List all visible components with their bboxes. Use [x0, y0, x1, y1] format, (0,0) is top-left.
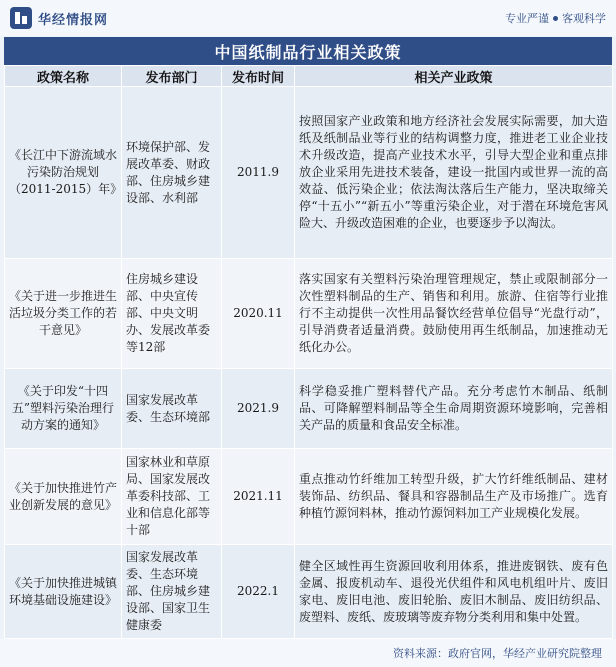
policy-name-cell: 《长江中下游流域水污染防治规划（2011-2015）年》: [5, 87, 122, 259]
policy-name-cell: 《关于进一步推进生活垃圾分类工作的若干意见》: [5, 259, 122, 369]
slogan: [505, 10, 606, 26]
description-cell: 按照国家产业政策和地方经济社会发展实际需要，加大造纸及纸制品业等行业的结构调整力度，推进老工业企业技术升级改造，提高产业技术水平，引导大型企业和重点排放企业采用先进技术装备，建设一批国内或世界一流的高效益、低污染企业；依法淘汰落后生产能力，坚决取缔关停“十五小”“新五小”等重污染企业，对于潜在环境危害风险大、升级改造困难的企业，也要逐步予以淘汰。: [295, 87, 613, 259]
description-cell: 健全区域性再生资源回收利用体系，推进废钢铁、废有色金属、报废机动车、退役光伏组件和风电机组叶片、废旧家电、废旧电池、废旧轮胎、废旧木制品、废旧纺织品、废塑料、废纸、废玻璃等废弃物分类利用和集中处置。: [295, 545, 613, 639]
date-cell: 2020.11: [222, 259, 295, 369]
department-cell: 国家发展改革委、生态环境部: [122, 369, 222, 449]
date-cell: 2022.1: [222, 545, 295, 639]
date-cell: 2021.11: [222, 449, 295, 545]
table-row: [5, 259, 613, 369]
department-cell: 环境保护部、发展改革委、财政部、住房城乡建设部、水利部: [122, 87, 222, 259]
slogan-left: 专业严谨: [505, 12, 549, 25]
table-row: [5, 449, 613, 545]
column-header-related-policy: 相关产业政策: [295, 66, 613, 87]
policy-name-cell: 《关于印发“十四五”塑料污染治理行动方案的通知》: [5, 369, 122, 449]
department-cell: 国家发展改革委、生态环境部、住房城乡建设部、国家卫生健康委: [122, 545, 222, 639]
date-cell: 2021.9: [222, 369, 295, 449]
description-cell: 科学稳妥推广塑料替代产品。充分考虑竹木制品、纸制品、可降解塑料制品等全生命周期资源环境影响，完善相关产品的质量和食品安全标准。: [295, 369, 613, 449]
description-cell: 重点推动竹纤维加工转型升级，扩大竹纤维纸制品、建材装饰品、纺织品、餐具和容器制品生产及市场推广。选育种植竹源饲料林，推动竹源饲料加工产业规模化发展。: [295, 449, 613, 545]
slogan-right: 客观科学: [562, 12, 606, 25]
column-header-date: 发布时间: [222, 66, 295, 87]
brand-name: 华经情报网: [38, 12, 109, 28]
table-row: [5, 369, 613, 449]
policy-table: [4, 65, 613, 639]
column-header-department: 发布部门: [122, 66, 222, 87]
department-cell: 国家林业和草原局、国家发展改革委科技部、工业和信息化部等十部: [122, 449, 222, 545]
policy-name-cell: 《关于加快推进城镇环境基础设施建设》: [5, 545, 122, 639]
brand: [10, 7, 108, 29]
brand-logo-icon: [10, 7, 32, 29]
source-text: 资料来源：政府官网，华经产业研究院整理: [393, 647, 602, 660]
table-header-row: [5, 66, 613, 87]
top-bar: [0, 0, 616, 36]
date-cell: 2011.9: [222, 87, 295, 259]
source-footer: [0, 639, 616, 667]
department-cell: 住房城乡建设部、中央宣传部、中央文明办、发展改革委等12部: [122, 259, 222, 369]
description-cell: 落实国家有关塑料污染治理管理规定，禁止或限制部分一次性塑料制品的生产、销售和利用。旅游、住宿等行业推行不主动提供一次性用品餐饮经营单位倡导“光盘行动”，引导消费者适量消费。鼓励使用再生纸制品，加速推动无纸化办公。: [295, 259, 613, 369]
column-header-policy-name: 政策名称: [5, 66, 122, 87]
bullet-dot-icon: [553, 16, 558, 21]
table-row: [5, 87, 613, 259]
table-row: [5, 545, 613, 639]
table-title: 中国纸制品行业相关政策: [4, 37, 612, 65]
policy-name-cell: 《关于加快推进竹产业创新发展的意见》: [5, 449, 122, 545]
